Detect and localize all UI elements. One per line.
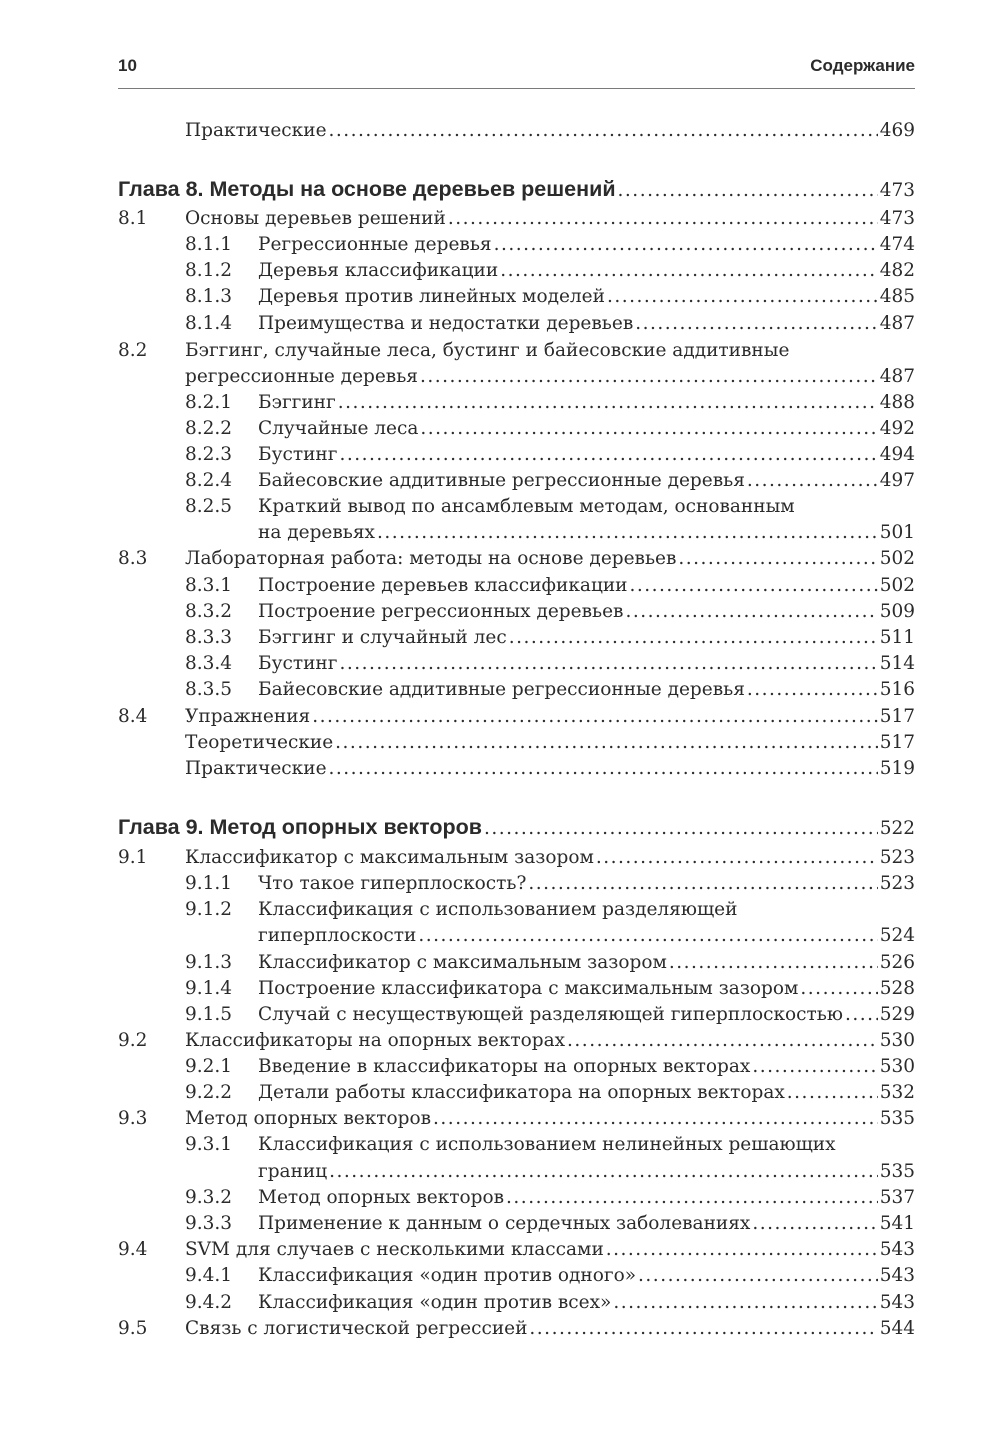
page-ref: 535 xyxy=(879,1161,915,1182)
entry-title: Байесовские аддитивные регрессионные деревья xyxy=(258,470,745,491)
section-number: 9.3.2 xyxy=(185,1187,233,1208)
entry-line xyxy=(185,206,915,232)
entry-title: Бустинг xyxy=(258,444,338,465)
page-ref: 482 xyxy=(879,260,915,281)
dot-leader xyxy=(800,976,877,1002)
dot-leader xyxy=(448,206,878,232)
dot-leader xyxy=(669,950,878,976)
section-number: 8.2 xyxy=(118,340,148,361)
page-ref: 473 xyxy=(879,208,915,229)
entry-line xyxy=(185,364,915,390)
entry-title: Классификация с использованием разделяющей xyxy=(258,899,738,920)
entry-line xyxy=(258,599,915,625)
dot-leader xyxy=(607,284,878,310)
page-ref: 516 xyxy=(879,679,915,700)
entry-title: Бэггинг xyxy=(258,392,336,413)
entry-line xyxy=(185,118,915,144)
entry-line xyxy=(258,976,915,1002)
entry-title: Теоретические xyxy=(185,732,334,753)
entry-line xyxy=(258,871,915,897)
dot-leader xyxy=(433,1106,878,1132)
subsection-entry xyxy=(0,1054,1000,1080)
section-number: 8.1.1 xyxy=(185,234,233,255)
page-ref: 487 xyxy=(879,366,915,387)
page-ref: 473 xyxy=(879,180,915,201)
page-ref: 524 xyxy=(879,925,915,946)
entry-line xyxy=(185,756,915,782)
entry-title: Лабораторная работа: методы на основе деревьев xyxy=(185,548,677,569)
dot-leader xyxy=(787,1080,878,1106)
dot-leader xyxy=(613,1290,877,1316)
entry-line xyxy=(258,1002,915,1028)
chapter-heading xyxy=(0,812,1000,842)
entry-title: Случай с несуществующей разделяющей гиперплоскостью xyxy=(258,1004,843,1025)
page-ref: 537 xyxy=(879,1187,915,1208)
subsection-entry xyxy=(0,390,1000,416)
entry-title: Байесовские аддитивные регрессионные деревья xyxy=(258,679,745,700)
entry-title: Преимущества и недостатки деревьев xyxy=(258,313,634,334)
section-entry xyxy=(0,1237,1000,1263)
subsection-entry xyxy=(0,494,1000,520)
page-ref: 511 xyxy=(879,627,915,648)
entry-title: Регрессионные деревья xyxy=(258,234,492,255)
section-number: 9.1.5 xyxy=(185,1004,233,1025)
entry-line xyxy=(258,1185,915,1211)
dot-leader xyxy=(630,573,878,599)
section-number: 9.1.1 xyxy=(185,873,233,894)
entry-line xyxy=(258,677,915,703)
entry-line xyxy=(185,730,915,756)
page-ref: 530 xyxy=(879,1030,915,1051)
entry-title: Деревья классификации xyxy=(258,260,499,281)
entry-title: Классификатор с максимальным зазором xyxy=(185,847,594,868)
chapter-title: Глава 9. Метод опорных векторов xyxy=(118,815,482,839)
subsection-entry xyxy=(0,599,1000,625)
entry-line xyxy=(185,1106,915,1132)
page-ref: 488 xyxy=(879,392,915,413)
toc-entry xyxy=(0,923,1000,949)
entry-line xyxy=(258,284,915,310)
section-number: 8.3.5 xyxy=(185,679,233,700)
section-number: 8.3 xyxy=(118,548,148,569)
section-number: 9.4.1 xyxy=(185,1265,233,1286)
subsection-entry xyxy=(0,1290,1000,1316)
section-number: 8.3.3 xyxy=(185,627,233,648)
entry-title: Бэггинг и случайный лес xyxy=(258,627,507,648)
section-number: 9.4.2 xyxy=(185,1292,233,1313)
page-ref: 487 xyxy=(879,313,915,334)
section-entry xyxy=(0,1028,1000,1054)
dot-leader xyxy=(377,520,878,546)
subsection-entry xyxy=(0,1185,1000,1211)
entry-title: Основы деревьев решений xyxy=(185,208,446,229)
section-number: 8.1 xyxy=(118,208,148,229)
section-entry xyxy=(0,704,1000,730)
page-ref: 543 xyxy=(879,1239,915,1260)
entry-line xyxy=(258,442,915,468)
entry-line xyxy=(258,625,915,651)
entry-line xyxy=(258,651,915,677)
page-ref: 528 xyxy=(879,978,915,999)
section-number: 9.5 xyxy=(118,1318,148,1339)
entry-title: Классификация «один против всех» xyxy=(258,1292,612,1313)
entry-title: Построение регрессионных деревьев xyxy=(258,601,624,622)
entry-line xyxy=(258,390,915,416)
section-number: 8.2.3 xyxy=(185,444,233,465)
entry-title: Краткий вывод по ансамблевым методам, основанным xyxy=(258,496,795,517)
section-number: 8.3.4 xyxy=(185,653,233,674)
entry-line xyxy=(185,546,915,572)
entry-line xyxy=(258,1263,915,1289)
section-number: 9.3.1 xyxy=(185,1134,233,1155)
section-number: 9.2.1 xyxy=(185,1056,233,1077)
page-ref: 509 xyxy=(879,601,915,622)
section-number: 9.4 xyxy=(118,1239,148,1260)
entry-title: на деревьях xyxy=(258,522,375,543)
subsection-entry xyxy=(0,232,1000,258)
entry-line xyxy=(258,468,915,494)
section-number: 9.1.4 xyxy=(185,978,233,999)
entry-line xyxy=(185,1316,915,1342)
entry-line xyxy=(258,573,915,599)
subsection-entry xyxy=(0,573,1000,599)
dot-leader xyxy=(420,364,878,390)
page-ref: 517 xyxy=(879,706,915,727)
dot-leader xyxy=(529,1316,877,1342)
entry-line xyxy=(258,1132,915,1158)
entry-line xyxy=(258,1080,915,1106)
page-ref: 501 xyxy=(879,522,915,543)
dot-leader xyxy=(506,1185,878,1211)
subsection-entry xyxy=(0,258,1000,284)
entry-title: Введение в классификаторы на опорных векторах xyxy=(258,1056,751,1077)
page-ref: 514 xyxy=(879,653,915,674)
dot-leader xyxy=(567,1028,878,1054)
running-title: Содержание xyxy=(810,56,915,75)
subsection-entry xyxy=(0,1211,1000,1237)
section-number: 9.3 xyxy=(118,1108,148,1129)
subsection-entry xyxy=(0,416,1000,442)
page-ref: 526 xyxy=(879,952,915,973)
dot-leader xyxy=(596,845,878,871)
entry-title: Что такое гиперплоскость? xyxy=(258,873,527,894)
entry-title: Классификация «один против одного» xyxy=(258,1265,637,1286)
entry-line xyxy=(185,1028,915,1054)
entry-line xyxy=(258,1054,915,1080)
page-ref: 543 xyxy=(879,1265,915,1286)
dot-leader xyxy=(752,1211,877,1237)
page-ref: 523 xyxy=(879,847,915,868)
section-number: 8.2.2 xyxy=(185,418,233,439)
entry-title: Применение к данным о сердечных заболеваниях xyxy=(258,1213,751,1234)
subsection-entry xyxy=(0,651,1000,677)
subsection-entry xyxy=(0,468,1000,494)
subsection-entry xyxy=(0,442,1000,468)
dot-leader xyxy=(635,311,877,337)
toc-entry xyxy=(0,730,1000,756)
section-entry xyxy=(0,206,1000,232)
dot-leader xyxy=(638,1263,878,1289)
page-ref: 492 xyxy=(879,418,915,439)
section-number: 8.1.4 xyxy=(185,313,233,334)
dot-leader xyxy=(618,176,878,206)
page-header xyxy=(118,56,915,89)
section-entry xyxy=(0,338,1000,364)
entry-line xyxy=(258,950,915,976)
page-ref: 529 xyxy=(879,1004,915,1025)
entry-line xyxy=(258,1211,915,1237)
section-number: 8.4 xyxy=(118,706,148,727)
dot-leader xyxy=(420,416,877,442)
entry-line xyxy=(185,338,915,364)
entry-title: границ xyxy=(258,1161,328,1182)
subsection-entry xyxy=(0,897,1000,923)
section-number: 8.2.1 xyxy=(185,392,233,413)
entry-title: Метод опорных векторов xyxy=(258,1187,505,1208)
page-ref: 474 xyxy=(879,234,915,255)
subsection-entry xyxy=(0,1080,1000,1106)
entry-line xyxy=(185,845,915,871)
page-ref: 532 xyxy=(879,1082,915,1103)
dot-leader xyxy=(335,730,878,756)
section-entry xyxy=(0,1316,1000,1342)
subsection-entry xyxy=(0,284,1000,310)
subsection-entry xyxy=(0,1002,1000,1028)
dot-leader xyxy=(509,625,878,651)
dot-leader xyxy=(678,546,877,572)
dot-leader xyxy=(339,651,877,677)
entry-line xyxy=(258,1159,915,1185)
entry-title: Детали работы классификатора на опорных векторах xyxy=(258,1082,785,1103)
page-ref: 517 xyxy=(879,732,915,753)
entry-line xyxy=(258,232,915,258)
entry-line xyxy=(258,416,915,442)
entry-line xyxy=(258,494,915,520)
page-number: 10 xyxy=(118,56,137,75)
entry-title: регрессионные деревья xyxy=(185,366,418,387)
dot-leader xyxy=(484,814,878,844)
page-ref: 502 xyxy=(879,575,915,596)
section-number: 8.2.4 xyxy=(185,470,233,491)
entry-title: Бэггинг, случайные леса, бустинг и байесовские аддитивные xyxy=(185,340,790,361)
entry-title: Классификация с использованием нелинейных решающих xyxy=(258,1134,836,1155)
subsection-entry xyxy=(0,625,1000,651)
toc-entry xyxy=(0,1159,1000,1185)
entry-title: Метод опорных векторов xyxy=(185,1108,432,1129)
entry-title: Классификаторы на опорных векторах xyxy=(185,1030,566,1051)
chapter-title: Глава 8. Методы на основе деревьев решений xyxy=(118,177,616,201)
dot-leader xyxy=(339,442,877,468)
subsection-entry xyxy=(0,311,1000,337)
subsection-entry xyxy=(0,1263,1000,1289)
page-ref: 497 xyxy=(879,470,915,491)
page-ref: 485 xyxy=(879,286,915,307)
subsection-entry xyxy=(0,976,1000,1002)
chapter-heading xyxy=(0,174,1000,204)
entry-line xyxy=(258,520,915,546)
entry-line xyxy=(185,1237,915,1263)
entry-title: Случайные леса xyxy=(258,418,419,439)
dot-leader xyxy=(845,1002,878,1028)
section-number: 9.1.3 xyxy=(185,952,233,973)
dot-leader xyxy=(747,677,878,703)
toc-entry xyxy=(0,364,1000,390)
section-number: 9.1.2 xyxy=(185,899,233,920)
dot-leader xyxy=(329,756,878,782)
section-entry xyxy=(0,546,1000,572)
entry-title: Практические xyxy=(185,758,327,779)
toc-entry xyxy=(0,118,1000,144)
dot-leader xyxy=(747,468,878,494)
section-number: 8.3.1 xyxy=(185,575,233,596)
section-number: 8.1.3 xyxy=(185,286,233,307)
page-ref: 523 xyxy=(879,873,915,894)
section-number: 8.3.2 xyxy=(185,601,233,622)
section-entry xyxy=(0,845,1000,871)
dot-leader xyxy=(338,390,878,416)
entry-title: Построение деревьев классификации xyxy=(258,575,628,596)
dot-leader xyxy=(494,232,878,258)
subsection-entry xyxy=(0,871,1000,897)
section-number: 9.2.2 xyxy=(185,1082,233,1103)
entry-title: гиперплоскости xyxy=(258,925,417,946)
toc-entry xyxy=(0,756,1000,782)
section-number: 9.2 xyxy=(118,1030,148,1051)
page-ref: 535 xyxy=(879,1108,915,1129)
page-ref: 502 xyxy=(879,548,915,569)
dot-leader xyxy=(329,1159,878,1185)
entry-title: Построение классификатора с максимальным зазором xyxy=(258,978,799,999)
page-ref: 522 xyxy=(879,818,915,839)
dot-leader xyxy=(752,1054,877,1080)
entry-line xyxy=(185,704,915,730)
entry-title: SVM для случаев с несколькими классами xyxy=(185,1239,604,1260)
entry-line xyxy=(258,311,915,337)
entry-title: Деревья против линейных моделей xyxy=(258,286,605,307)
dot-leader xyxy=(606,1237,878,1263)
page-ref: 544 xyxy=(879,1318,915,1339)
section-number: 9.3.3 xyxy=(185,1213,233,1234)
entry-title: Классификатор с максимальным зазором xyxy=(258,952,667,973)
entry-line xyxy=(258,923,915,949)
entry-title: Практические xyxy=(185,120,327,141)
subsection-entry xyxy=(0,950,1000,976)
page-ref: 519 xyxy=(879,758,915,779)
entry-line xyxy=(118,812,915,844)
section-number: 8.1.2 xyxy=(185,260,233,281)
dot-leader xyxy=(329,118,878,144)
entry-title: Связь с логистической регрессией xyxy=(185,1318,528,1339)
dot-leader xyxy=(312,704,877,730)
toc-entry xyxy=(0,520,1000,546)
page-ref: 541 xyxy=(879,1213,915,1234)
page-ref: 530 xyxy=(879,1056,915,1077)
entry-title: Упражнения xyxy=(185,706,311,727)
dot-leader xyxy=(500,258,878,284)
dot-leader xyxy=(418,923,877,949)
page-ref: 494 xyxy=(879,444,915,465)
subsection-entry xyxy=(0,1132,1000,1158)
entry-line xyxy=(258,258,915,284)
section-number: 8.2.5 xyxy=(185,496,233,517)
dot-leader xyxy=(625,599,877,625)
subsection-entry xyxy=(0,677,1000,703)
entry-title: Бустинг xyxy=(258,653,338,674)
page-ref: 469 xyxy=(879,120,915,141)
entry-line xyxy=(258,897,915,923)
section-number: 9.1 xyxy=(118,847,148,868)
dot-leader xyxy=(528,871,877,897)
section-entry xyxy=(0,1106,1000,1132)
entry-line xyxy=(258,1290,915,1316)
page-ref: 543 xyxy=(879,1292,915,1313)
entry-line xyxy=(118,174,915,206)
